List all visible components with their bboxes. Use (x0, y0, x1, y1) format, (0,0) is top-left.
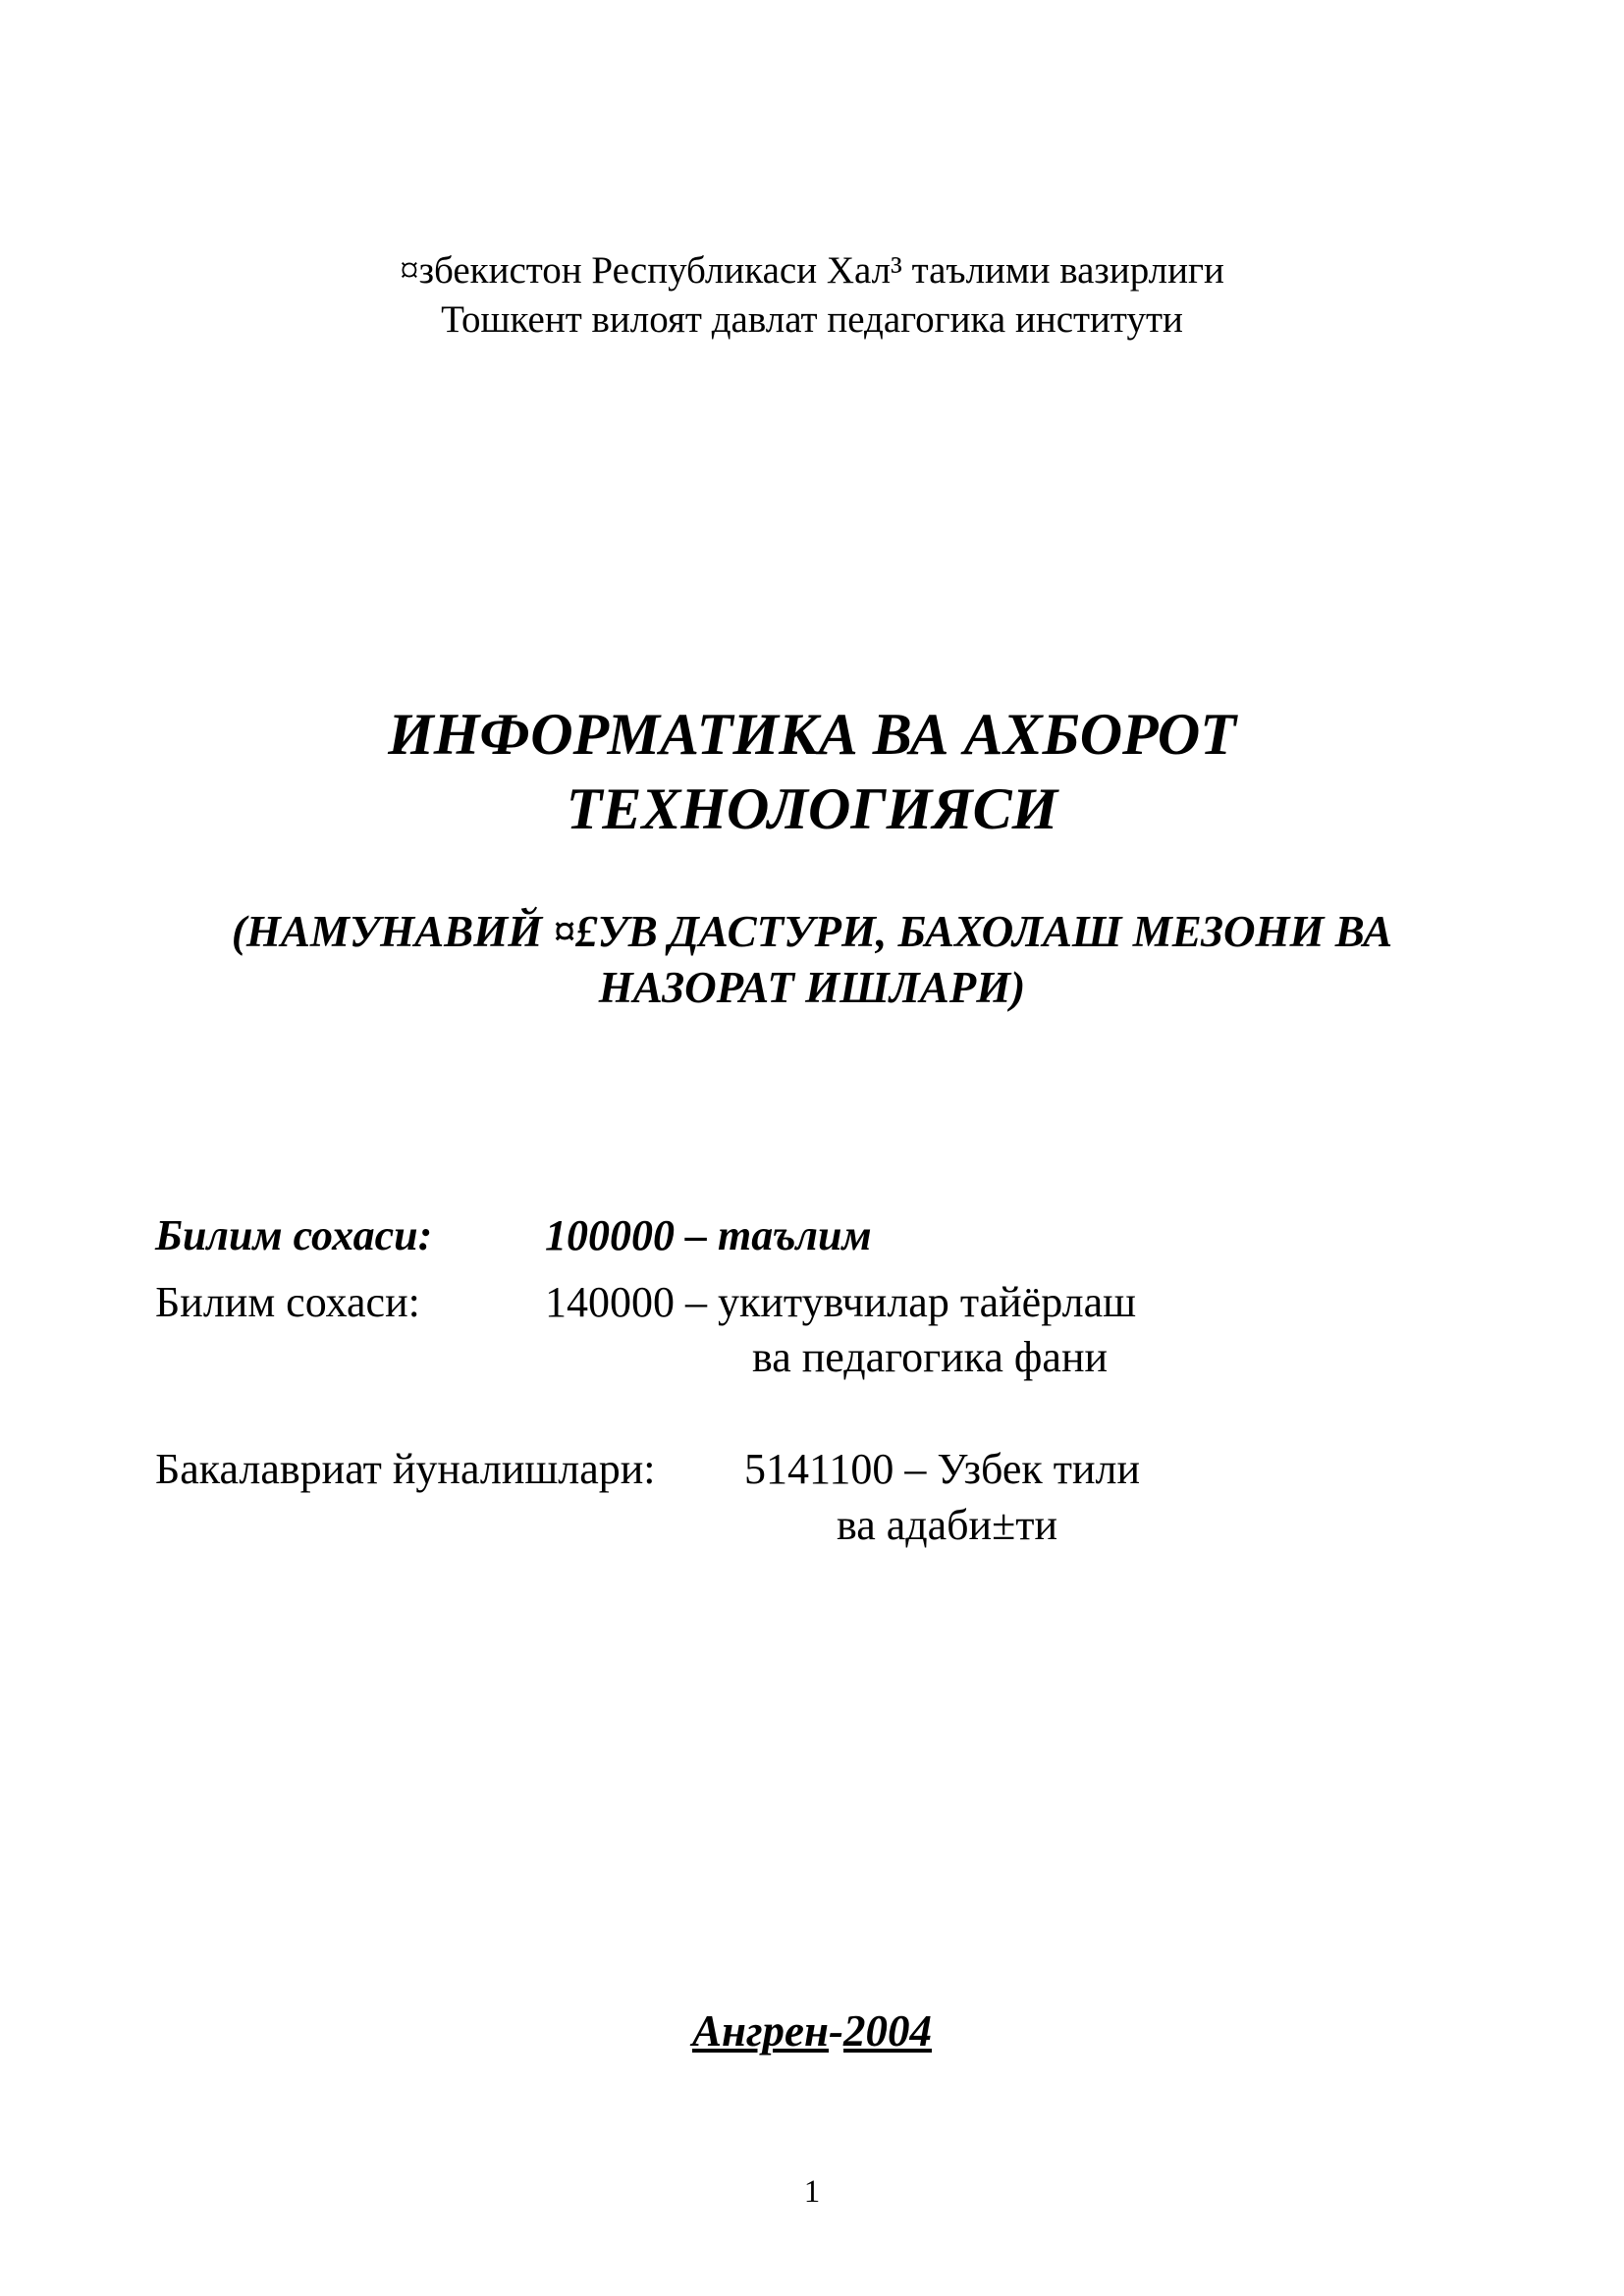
publication-year: 2004 (843, 2006, 933, 2056)
knowledge-field-label-2: Билим сохаси: (155, 1278, 420, 1326)
bachelor-direction-label: Бакалавриат йуналишлари: (155, 1445, 656, 1493)
institute-name: Тошкент вилоят давлат педагогика институти (441, 298, 1183, 341)
document-subtitle-line-1: (НАМУНАВИЙ ¤£УВ ДАСТУРИ, БАХОЛАШ МЕЗОНИ ВА (231, 907, 1393, 956)
document-subtitle-line-2: НАЗОРАТ ИШЛАРИ) (598, 963, 1026, 1012)
ministry-name: ¤збекистон Республикаси Хал³ таълими вазирлиги (400, 249, 1224, 292)
knowledge-field-value-2: 140000 – укитувчилар тайёрлаш (545, 1278, 1136, 1326)
bachelor-direction-value-continued: ва адаби±ти (837, 1501, 1058, 1549)
knowledge-field-label-1: Билим сохаси: (155, 1211, 433, 1259)
page-number: 1 (803, 2174, 821, 2210)
document-title-line-2: ТЕХНОЛОГИЯСИ (566, 776, 1058, 841)
city-year-separator: - (829, 2006, 844, 2056)
bachelor-direction-value: 5141100 – Узбек тили (744, 1445, 1141, 1493)
document-title-line-1: ИНФОРМАТИКА ВА АХБОРОТ (388, 702, 1236, 767)
knowledge-field-value-2-continued: ва педагогика фани (752, 1333, 1109, 1381)
knowledge-field-value-1: 100000 – таълим (545, 1211, 872, 1259)
city-year (0, 2003, 1624, 2058)
city-name: Ангрен (691, 2006, 830, 2056)
